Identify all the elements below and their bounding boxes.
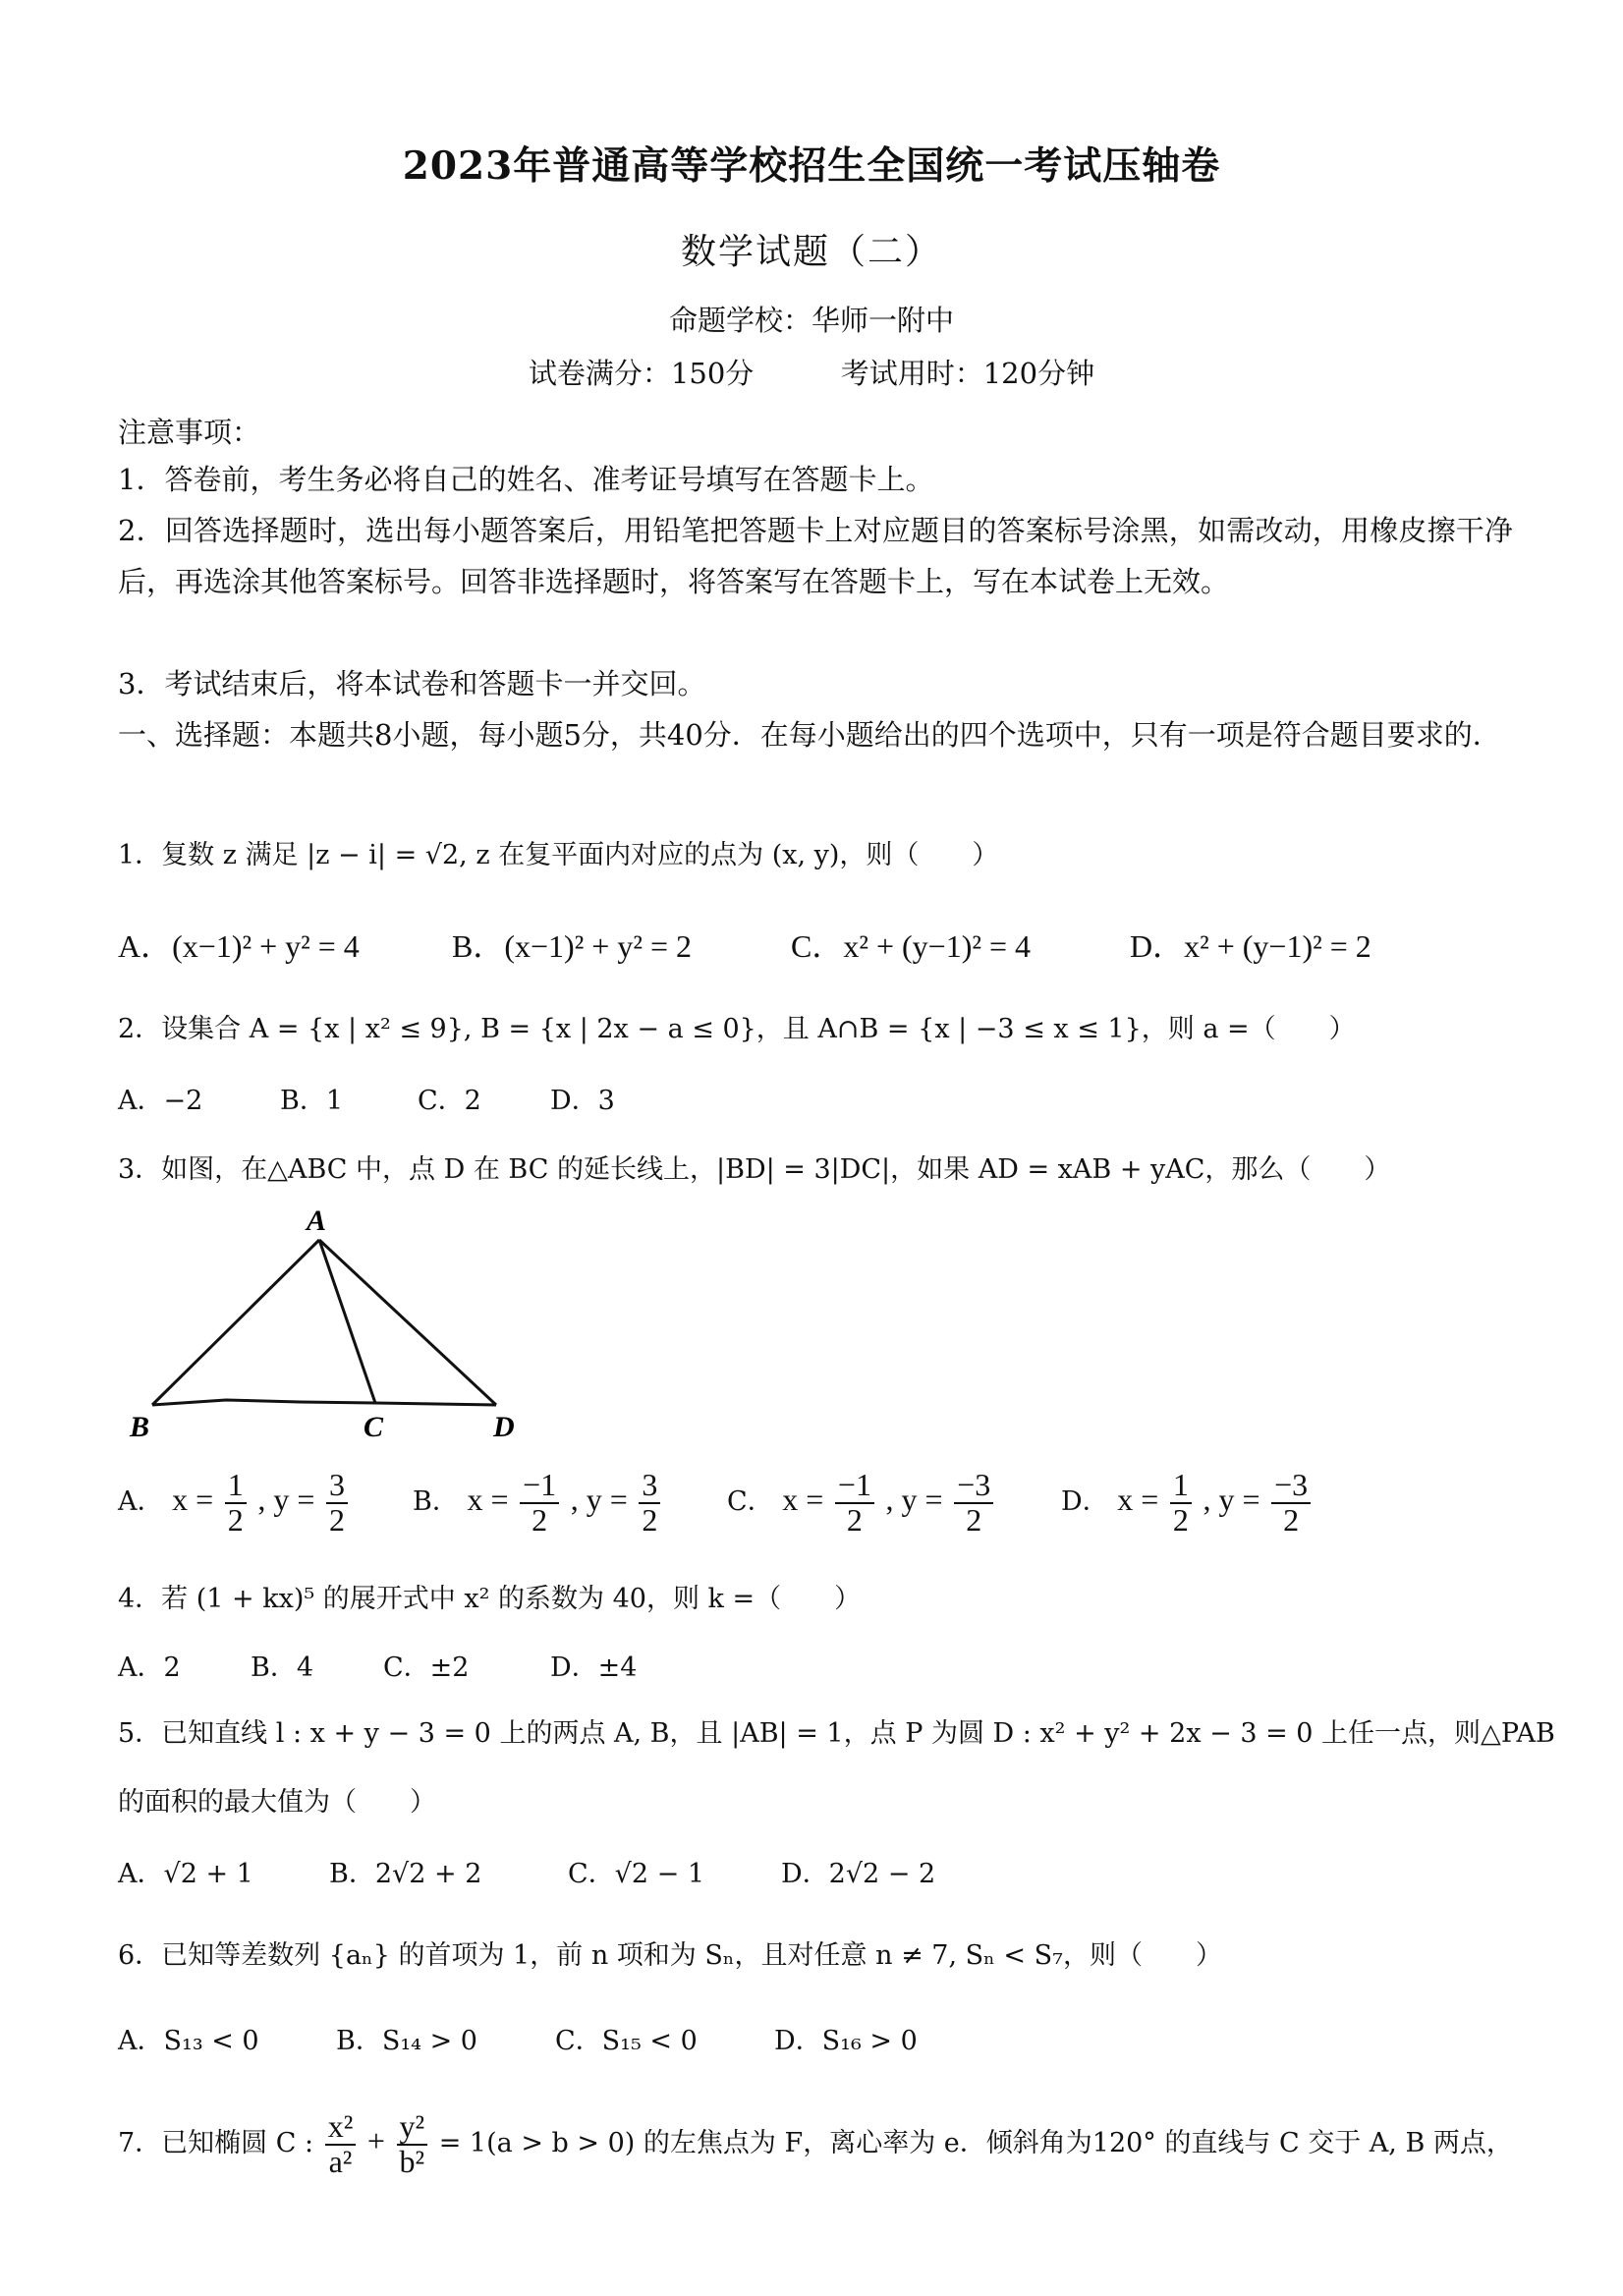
q5-option-b: B．2√2 + 2 — [329, 1859, 482, 1889]
segment-ad-long — [319, 1240, 496, 1405]
q1-option-d: D．x² + (y−1)² = 2 — [1130, 928, 1371, 964]
full-score: 试卷满分：150分 — [528, 357, 755, 390]
q6-option-a: A．S₁₃ < 0 — [118, 2026, 259, 2056]
q2-option-b: B．1 — [280, 1086, 344, 1116]
q2-option-c: C．2 — [418, 1086, 481, 1116]
notes-heading: 注意事项： — [118, 416, 261, 449]
q2-option-a: A．−2 — [118, 1086, 203, 1116]
question-4-stem: 4．若 (1 + kx)⁵ 的展开式中 x² 的系数为 40，则 k =（ ） — [118, 1584, 862, 1614]
note-item-1: 1．答卷前，考生务必将自己的姓名、准考证号填写在答题卡上。 — [118, 463, 934, 496]
question-5-stem: 5．已知直线 l : x + y − 3 = 0 上的两点 A, B，且 |AB| = 1，点 P 为圆 D : x² + y² + 2x − 3 = 0 上任一点，则△PAB — [118, 1718, 1555, 1749]
exam-subtitle: 数学试题（二） — [680, 232, 942, 272]
q5-option-c: C．√2 − 1 — [568, 1859, 705, 1889]
note-item-3: 3．考试结束后，将本试卷和答题卡一并交回。 — [118, 667, 706, 700]
triangle-figure — [118, 1208, 550, 1444]
q5-option-d: D．2√2 − 2 — [781, 1859, 936, 1889]
question-3-stem: 3．如图，在△ABC 中，点 D 在 BC 的延长线上，|BD| = 3|DC|，如果 AD = xAB + yAC，那么（ ） — [118, 1154, 1391, 1185]
segment-ab — [152, 1240, 319, 1405]
segment-bd — [152, 1400, 375, 1405]
question-7-stem: 7．已知椭圆 C : $\frac{\text{x²}}{\text{a²}}$ + $\frac{\text{y²}}{\text{b²}}$ = 1(a > b > 0) 的左焦点为 F，离心率为 e．倾斜角为120° 的直线与 C 交于 A, B 两点， — [118, 2108, 1513, 2179]
q3-option-a: A． x = $\frac{1}{2}$ , y = $\frac{3}{2}$ — [118, 1469, 351, 1537]
section-heading: 一、选择题：本题共8小题，每小题5分，共40分．在每小题给出的四个选项中，只有一项是符合题目要求的． — [118, 718, 1501, 752]
q5-option-a: A．√2 + 1 — [118, 1859, 253, 1889]
q1-option-a: A．(x−1)² + y² = 4 — [118, 928, 360, 964]
q6-option-d: D．S₁₆ > 0 — [774, 2026, 918, 2056]
question-2-stem: 2．设集合 A = {x | x² ≤ 9}, B = {x | 2x − a ≤ 0}，且 A∩B = {x | −3 ≤ x ≤ 1}，则 a =（ ） — [118, 1014, 1356, 1044]
q4-option-d: D．±4 — [550, 1652, 638, 1683]
q3-option-c: C． x = $\frac{-1}{2}$ , y = $\frac{-3}{2}$ — [727, 1469, 996, 1537]
q3-option-d: D． x = $\frac{1}{2}$ , y = $\frac{-3}{2}$ — [1061, 1469, 1314, 1537]
question-1-stem: 1．复数 z 满足 |z − i| = √2, z 在复平面内对应的点为 (x, y)，则（ ） — [118, 840, 999, 870]
label-a: A — [307, 1208, 327, 1237]
question-6-stem: 6．已知等差数列 {aₙ} 的首项为 1，前 n 项和为 Sₙ，且对任意 n ≠ 7, Sₙ < S₇，则（ ） — [118, 1940, 1222, 1971]
duration: 考试用时：120分钟 — [840, 357, 1095, 390]
question-5-stem-cont: 的面积的最大值为（ ） — [118, 1787, 436, 1818]
label-c: C — [364, 1411, 384, 1443]
label-d: D — [493, 1411, 515, 1443]
q4-option-c: C．±2 — [383, 1652, 470, 1683]
q4-option-b: B．4 — [251, 1652, 314, 1683]
q2-option-d: D．3 — [550, 1086, 615, 1116]
q3-option-b: B． x = $\frac{-1}{2}$ , y = $\frac{3}{2}$ — [413, 1469, 663, 1537]
label-b: B — [130, 1411, 150, 1443]
q4-option-a: A．2 — [118, 1652, 181, 1683]
q1-option-c: C．x² + (y−1)² = 4 — [791, 928, 1031, 964]
exam-meta — [0, 352, 1623, 392]
q1-option-b: B．(x−1)² + y² = 2 — [452, 928, 692, 964]
setting-school: 命题学校：华师一附中 — [668, 304, 954, 337]
exam-title: 2023年普通高等学校招生全国统一考试压轴卷 — [402, 143, 1221, 189]
segment-cd — [375, 1403, 496, 1405]
note-item-2: 2．回答选择题时，选出每小题答案后，用铅笔把答题卡上对应题目的答案标号涂黑，如需改动，用橡皮擦干净后，再选涂其他答案标号。回答非选择题时，将答案写在答题卡上，写在本试卷上无效。 — [118, 514, 1513, 598]
q6-option-b: B．S₁₄ > 0 — [336, 2026, 477, 2056]
q6-option-c: C．S₁₅ < 0 — [555, 2026, 698, 2056]
